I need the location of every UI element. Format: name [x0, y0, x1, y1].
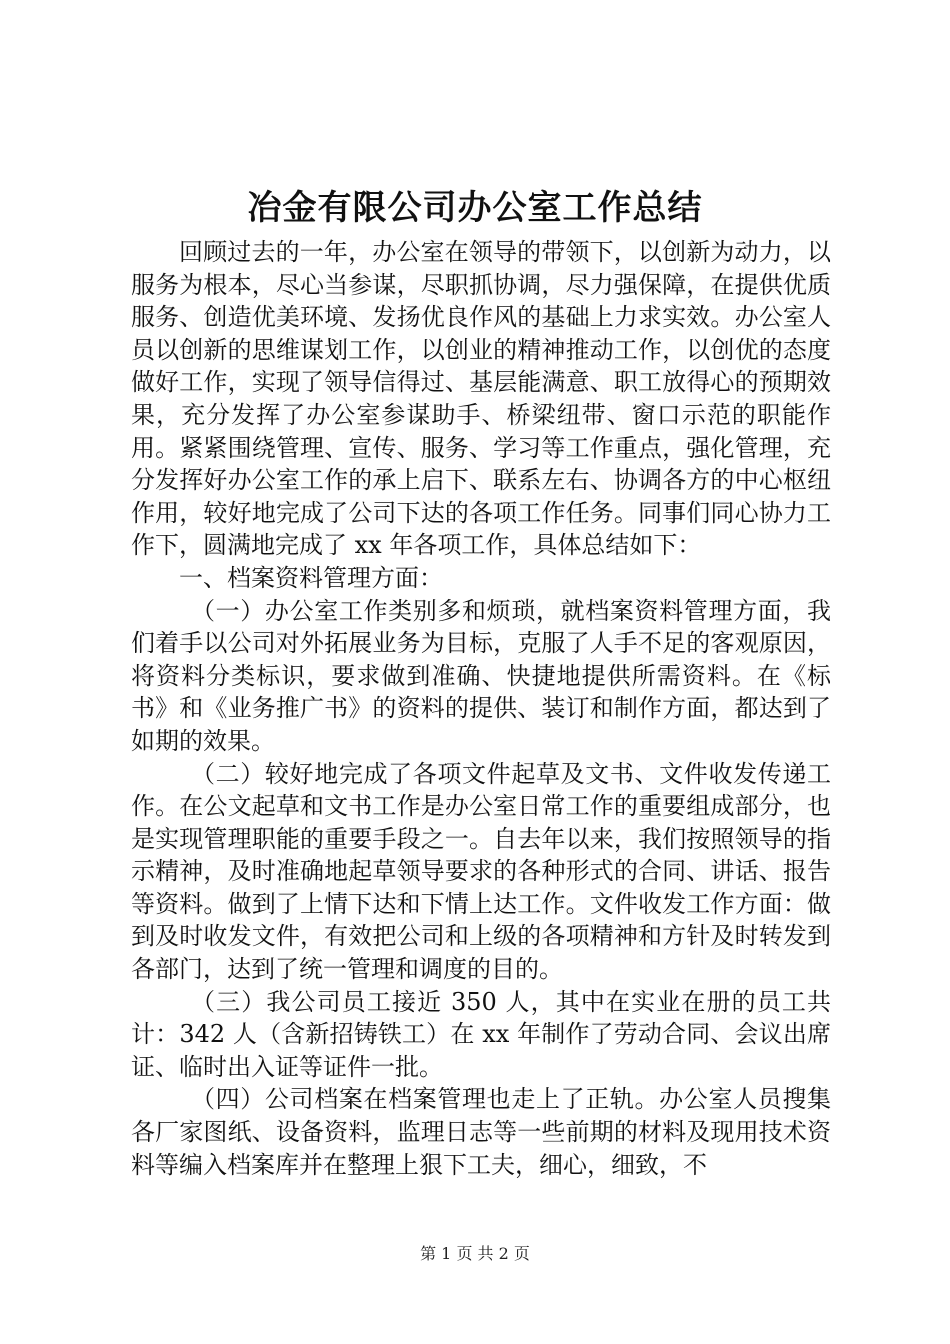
paragraph-item-1: （一）办公室工作类别多和烦琐，就档案资料管理方面，我们着手以公司对外拓展业务为目标，克服了人手不足的客观原因，将资料分类标识，要求做到准确、快捷地提供所需资料。在《标书》和《业务推广书》的资料的提供、装订和制作方面，都达到了如期的效果。 — [131, 596, 831, 755]
paragraph-item-2: （二）较好地完成了各项文件起草及文书、文件收发传递工作。在公文起草和文书工作是办公室日常工作的重要组成部分，也是实现管理职能的重要手段之一。自去年以来，我们按照领导的指示精神，及时准确地起草领导要求的各种形式的合同、讲话、报告等资料。做到了上情下达和下情上达工作。文件收发工作方面：做到及时收发文件，有效把公司和上级的各项精神和方针及时转发到各部门，达到了统一管理和调度的目的。 — [131, 759, 831, 984]
intro-paragraph: 回顾过去的一年，办公室在领导的带领下，以创新为动力，以服务为根本，尽心当参谋，尽职抓协调，尽力强保障，在提供优质服务、创造优美环境、发扬优良作风的基础上力求实效。办公室人员以创新的思维谋划工作，以创业的精神推动工作，以创优的态度做好工作，实现了领导信得过、基层能满意、职工放得心的预期效果，充分发挥了办公室参谋助手、桥梁纽带、窗口示范的职能作用。紧紧围绕管理、宣传、服务、学习等工作重点，强化管理，充分发挥好办公室工作的承上启下、联系左右、协调各方的中心枢纽作用，较好地完成了公司下达的各项工作任务。同事们同心协力工作下，圆满地完成了 xx 年各项工作，具体总结如下： — [131, 238, 831, 560]
document-title: 冶金有限公司办公室工作总结 — [247, 188, 703, 228]
document-body — [131, 236, 831, 1181]
section-heading-archives: 一、档案资料管理方面： — [179, 563, 443, 592]
page-footer: 第 1 页 共 2 页 — [420, 1244, 530, 1263]
paragraph-item-3: （三）我公司员工接近 350 人，其中在实业在册的员工共计：342 人（含新招铸铁工）在 xx 年制作了劳动合同、会议出席证、临时出入证等证件一批。 — [131, 987, 831, 1081]
paragraph-item-4: （四）公司档案在档案管理也走上了正轨。办公室人员搜集各厂家图纸、设备资料，监理日志等一些前期的材料及现用技术资料等编入档案库并在整理上狠下工夫，细心，细致，不 — [131, 1085, 831, 1179]
